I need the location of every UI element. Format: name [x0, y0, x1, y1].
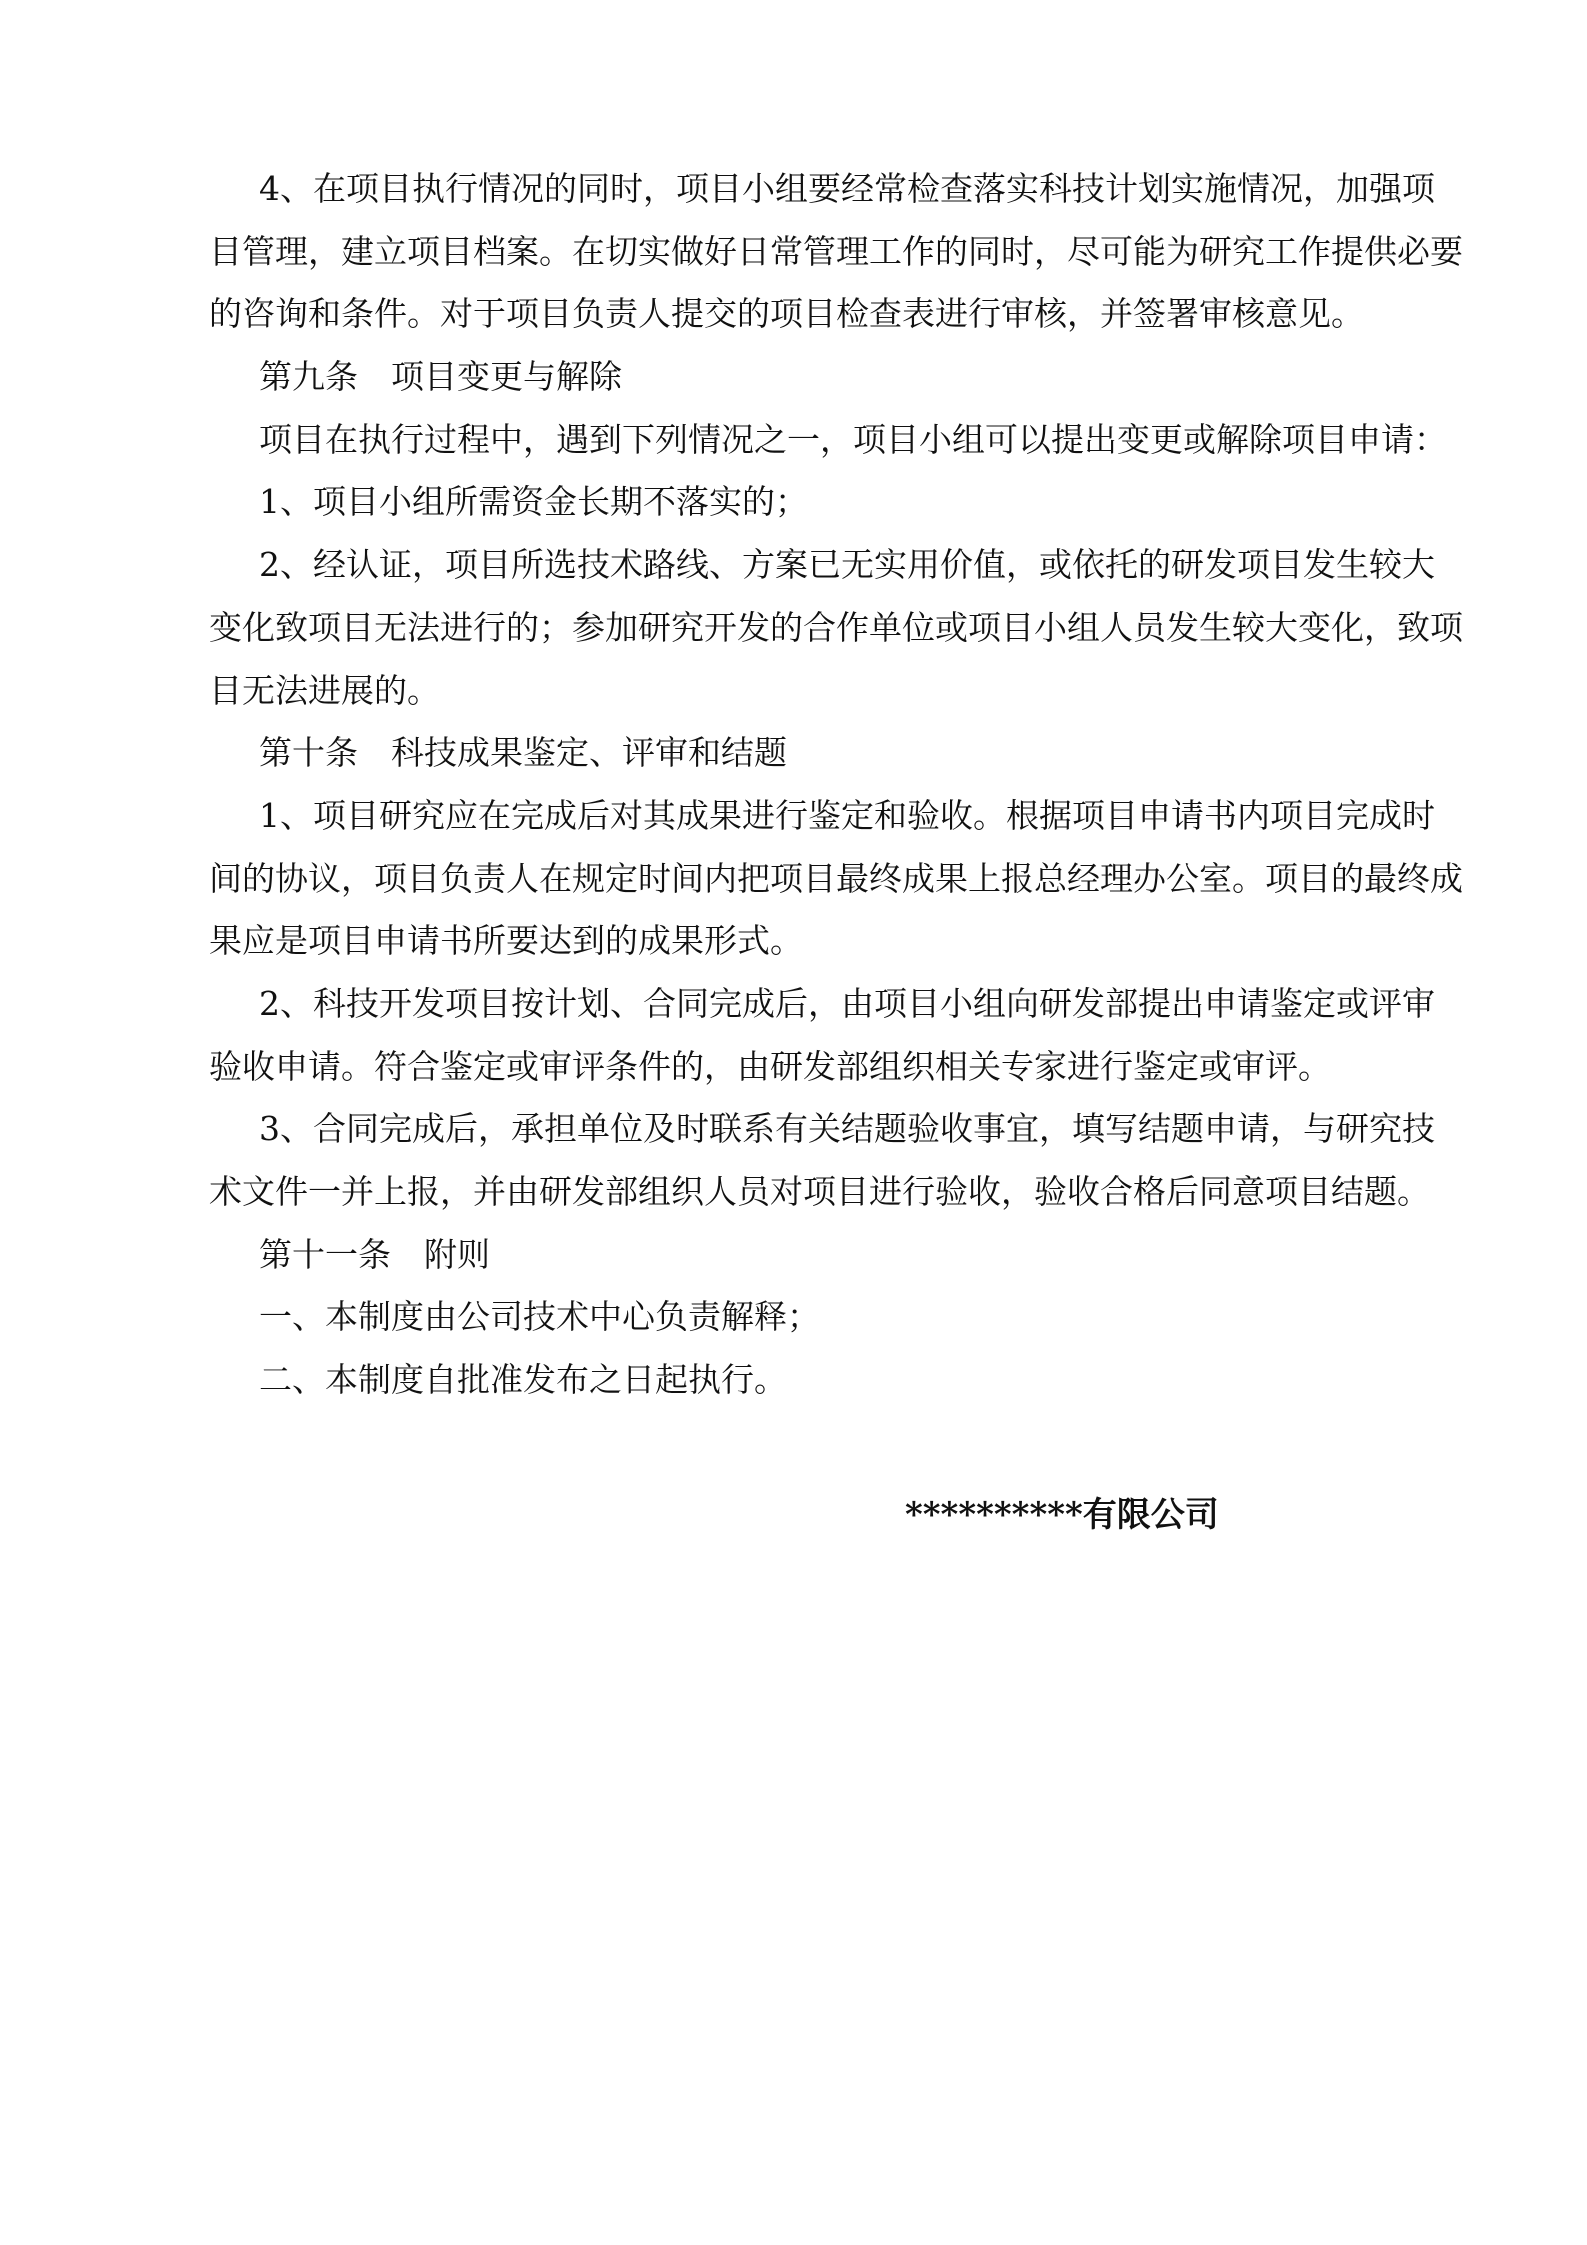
- text-line: 3、合同完成后，承担单位及时联系有关结题验收事宜，填写结题申请，与研究技: [259, 1109, 1435, 1149]
- text-line: 目管理，建立项目档案。在切实做好日常管理工作的同时，尽可能为研究工作提供必要: [209, 231, 1463, 271]
- text-line: 4、在项目执行情况的同时，项目小组要经常检查落实科技计划实施情况，加强项: [259, 169, 1435, 208]
- text-line: 2、经认证，项目所选技术路线、方案已无实用价值，或依托的研发项目发生较大: [259, 545, 1435, 585]
- text-line: 果应是项目申请书所要达到的成果形式。: [209, 921, 803, 961]
- text-line: 术文件一并上报，并由研发部组织人员对项目进行验收，验收合格后同意项目结题。: [209, 1172, 1430, 1211]
- text-line: 1、项目研究应在完成后对其成果进行鉴定和验收。根据项目申请书内项目完成时: [259, 795, 1435, 835]
- section-heading: 第十一条 附则: [259, 1234, 490, 1274]
- text-line: 项目在执行过程中，遇到下列情况之一，项目小组可以提出变更或解除项目申请：: [259, 419, 1447, 459]
- text-line: 二、本制度自批准发布之日起执行。: [259, 1360, 787, 1400]
- company-signature: **********有限公司: [905, 1495, 1219, 1535]
- text-line: 一、本制度由公司技术中心负责解释；: [259, 1297, 820, 1337]
- section-heading: 第九条 项目变更与解除: [259, 357, 622, 397]
- text-line: 1、项目小组所需资金长期不落实的；: [259, 482, 808, 522]
- text-line: 2、科技开发项目按计划、合同完成后，由项目小组向研发部提出申请鉴定或评审: [259, 983, 1435, 1023]
- text-line: 的咨询和条件。对于项目负责人提交的项目检查表进行审核，并签署审核意见。: [209, 294, 1364, 334]
- document-body: [209, 158, 1463, 1412]
- text-line: 间的协议，项目负责人在规定时间内把项目最终成果上报总经理办公室。项目的最终成: [209, 858, 1463, 898]
- text-line: 变化致项目无法进行的；参加研究开发的合作单位或项目小组人员发生较大变化，致项: [209, 607, 1463, 647]
- text-line: 目无法进展的。: [209, 670, 440, 710]
- text-line: 验收申请。符合鉴定或审评条件的，由研发部组织相关专家进行鉴定或审评。: [209, 1046, 1331, 1086]
- section-heading: 第十条 科技成果鉴定、评审和结题: [259, 733, 787, 773]
